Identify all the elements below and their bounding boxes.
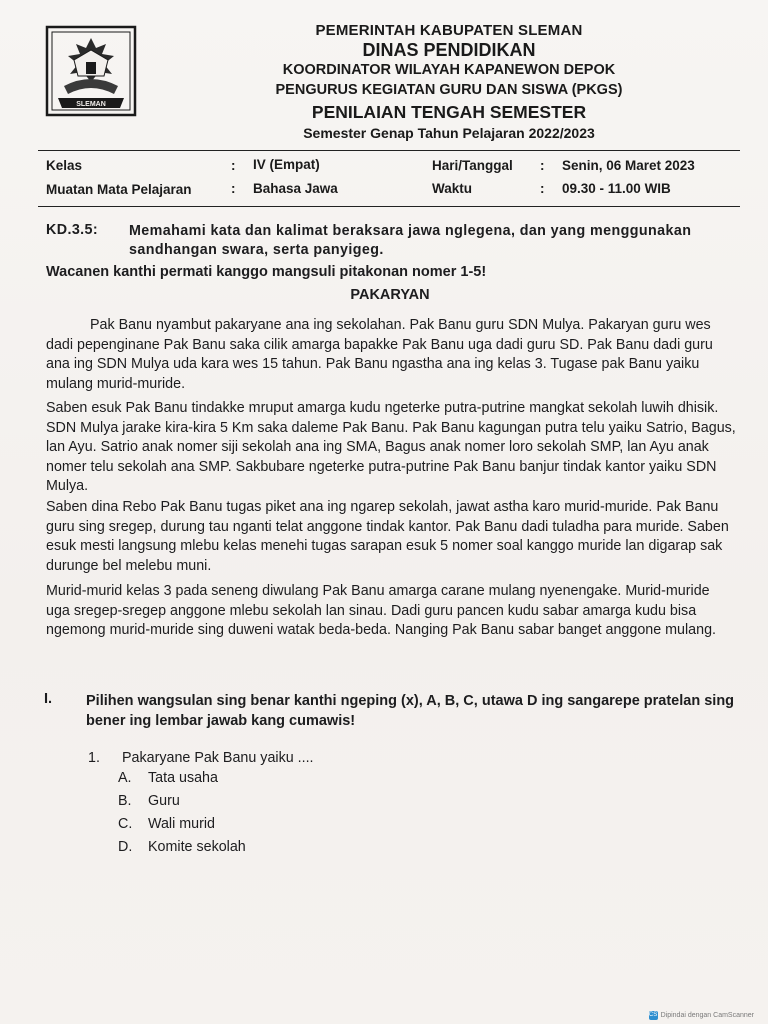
info-divider bbox=[38, 206, 740, 207]
kd-text: Memahami kata dan kalimat beraksara jawa nglegena, dan yang menggunakan sandhangan swara, serta panyigeg. bbox=[129, 223, 692, 258]
header-exam-title: PENILAIAN TENGAH SEMESTER bbox=[311, 102, 587, 122]
header-government: PEMERINTAH KABUPATEN SLEMAN bbox=[315, 22, 583, 39]
kelas-label: Kelas bbox=[46, 158, 83, 173]
story-paragraph: Saben dina Rebo Pak Banu tugas piket ana ing ngarep sekolah, jawat astha karo murid-muride. Pak Banu guru sing sregep, durung tau nganti telat anggone tindak kantor. Pak Banu dadi tuladha para muride. Saben esuk mesti langsung mlebu kelas menehi tugas sarapan esuk 5 nomer soal kanggo muride lan digarap sak durunge bel melebu muni. bbox=[46, 499, 729, 574]
scanner-watermark bbox=[649, 1011, 754, 1020]
option-text: Tata usaha bbox=[148, 770, 218, 786]
waktu-label: Waktu bbox=[432, 181, 472, 196]
option-letter: B. bbox=[118, 793, 132, 809]
story-paragraph: Murid-murid kelas 3 pada seneng diwulang Pak Banu amarga carane mulang nyenengake. Murid-muride uga sregep-sregep anggone mlebu sekolah lan sinau. Dadi guru pancen kudu sabar amarga kudu bisa ngemong murid-muride sing duweni watak beda-beda. Nanging Pak Banu sabar banget anggone mulang. bbox=[46, 583, 717, 639]
hari-colon: : bbox=[540, 158, 545, 173]
hari-label: Hari/Tanggal bbox=[432, 158, 513, 173]
story-paragraph: Pak Banu nyambut pakaryane ana ing sekolahan. Pak Banu guru SDN Mulya. Pakaryan guru wes dadi pepenginane Pak Banu saka cilik amarga bapakke Pak Banu uga dadi guru SD. Pak Banu dadi guru ana ing SDN Mulya uda kara wes 15 tahun. Pak Banu ngastha ana ing kelas 3. Tugase pak Banu yaiku mulang murid-muride. bbox=[46, 317, 713, 392]
option-text: Wali murid bbox=[148, 816, 215, 832]
header-semester: Semester Genap Tahun Pelajaran 2022/2023 bbox=[303, 125, 595, 141]
reading-instruction: Wacanen kanthi permati kanggo mangsuli pitakonan nomer 1-5! bbox=[46, 264, 487, 280]
kelas-colon: : bbox=[231, 158, 236, 173]
story-title: PAKARYAN bbox=[350, 287, 430, 303]
sleman-regency-logo bbox=[44, 24, 138, 118]
section-text: Pilihen wangsulan sing benar kanthi ngeping (x), A, B, C, utawa D ing sangarepe pratelan sing bener ing lembar jawab kang cumawis! bbox=[86, 693, 735, 729]
story-paragraph: Saben esuk Pak Banu tindakke mruput amarga kudu ngeterke putra-putrine mangkat sekolah luwih dhisik. SDN Mulya jarake kira-kira 5 Km saka daleme Pak Banu. Pak Banu kagungan putra telu yaiku Satrio, Bagus, lan Ayu. Satrio anak nomer siji sekolah ana ing SMA, Bagus anak nomer loro sekolah SMP, lan Ayu anak nomer telu sekolah ana SMP. Sakbubare ngeterke putra-putrine Pak Banu banjur tindak kantor yaiku SDN Mulya. bbox=[46, 400, 736, 495]
header-organizer: PENGURUS KEGIATAN GURU DAN SISWA (PKGS) bbox=[275, 82, 623, 98]
option-letter: D. bbox=[118, 839, 133, 855]
hari-value: Senin, 06 Maret 2023 bbox=[562, 158, 695, 173]
header-department: DINAS PENDIDIKAN bbox=[362, 40, 536, 60]
mapel-value: Bahasa Jawa bbox=[253, 181, 338, 196]
header-divider bbox=[38, 150, 740, 151]
question-number: 1. bbox=[88, 750, 100, 766]
scanner-text: Dipindai dengan CamScanner bbox=[660, 1012, 754, 1019]
waktu-value: 09.30 - 11.00 WIB bbox=[562, 181, 671, 196]
header-coordinator: KOORDINATOR WILAYAH KAPANEWON DEPOK bbox=[282, 62, 616, 78]
section-number: I. bbox=[44, 691, 53, 707]
option-letter: C. bbox=[118, 816, 133, 832]
mapel-colon: : bbox=[231, 181, 236, 196]
option-text: Komite sekolah bbox=[148, 839, 246, 855]
camscanner-icon: CS bbox=[648, 1012, 658, 1018]
mapel-label: Muatan Mata Pelajaran bbox=[46, 182, 192, 197]
svg-text:SLEMAN: SLEMAN bbox=[76, 101, 106, 108]
option-text: Guru bbox=[148, 793, 180, 809]
question-text: Pakaryane Pak Banu yaiku .... bbox=[122, 750, 314, 766]
option-letter: A. bbox=[118, 770, 132, 786]
kd-label: KD.3.5: bbox=[46, 222, 99, 238]
kelas-value: IV (Empat) bbox=[253, 157, 320, 172]
waktu-colon: : bbox=[540, 181, 545, 196]
